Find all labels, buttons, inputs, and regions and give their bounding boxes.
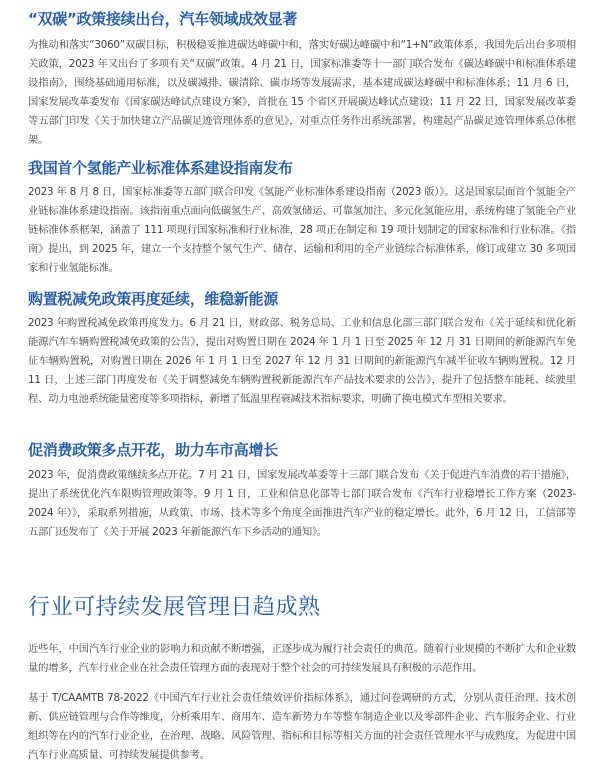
- paragraph-hydrogen: 2023 年 8 月 8 日，国家标准委等五部门联合印发《氢能产业标准体系建设指南（2023 版）》。这是国家层面首个氢能全产业链标准体系建设指南。该指南重点面向低碳氢生产、高效氢储运、可靠氢加注、多元化氢能应用，系统构建了氢能全产业链标准体系框架，涵盖了 111 项现行国家标准和行业标准，28 项正在制定和 19 项计划制定的国家标准和行业标准。《指南》提出，到 2025 年，建立一个支持整个氢气生产、储存、运输和利用的全产业链综合标准体系，修订或建立 30 多项国家和行业氢能标准。: [28, 186, 576, 274]
- standard-reference: T/CAAMTB 78-2022《中国汽车行业社会责任绩效评价指标体系》: [51, 692, 350, 704]
- heading-purchase-tax: 购置税减免政策再度延续，维稳新能源: [28, 290, 278, 308]
- paragraph-purchase-tax: 2023 年购置税减免政策再度发力。6 月 21 日，财政部、税务总局、工业和信息化部三部门联合发布《关于延续和优化新能源汽车车辆购置税减免政策的公告》，提出对购置日期在 2024 年 1 月 1 日至 2025 年 12 月 31 日期间的新能源汽车免征车辆购置税，对购置日期在 2026 年 1 月 1 日至 2027 年 12 月 31 日期间的新能源汽车减半征收车辆购置税。12 月 11 日，上述三部门再度发布《关于调整减免车辆购置税新能源汽车产品技术要求的公告》，提升了包括整车能耗、续驶里程、动力电池系统能量密度等多项指标，新增了低温里程衰减技术指标要求，明确了换电模式车型相关要求。: [28, 317, 576, 405]
- standard-prefix: 基于: [28, 692, 52, 704]
- heading-hydrogen: 我国首个氢能产业标准体系建设指南发布: [28, 159, 293, 177]
- paragraph-industry-intro: 近些年，中国汽车行业企业的影响力和贡献不断增强，正逐步成为履行社会责任的典范。随着行业规模的不断扩大和企业数量的增多，汽车行业企业在社会责任管理方面的表现对于整个社会的可持续发展具有积极的示范作用。: [28, 643, 576, 674]
- paragraph-dual-carbon: 为推动和落实“3060”双碳目标，积极稳妥推进碳达峰碳中和，落实好碳达峰碳中和“1+N”政策体系，我国先后出台多项相关政策，2023 年又出台了多项有关“双碳”政策。4 月 21 日，国家标准委等十一部门联合发布《碳达峰碳中和标准体系建设指南》，围绕基础通用标准，以及碳减排、碳清除、碳市场等发展需求，基本建成碳达峰碳中和标准体系；11 月 6 日，国家发展改革委发布《国家碳达峰试点建设方案》，首批在 15 个省区开展碳达峰试点建设；11 月 22 日，国家发展改革委等五部门印发《关于加快建立产品碳足迹管理体系的意见》，对重点任务作出系统部署，构建起产品碳足迹管理体系总体框架。: [28, 39, 576, 146]
- method-text: ，通过问卷调研的方式，分别从责任治理、技术创新、供应链管理与合作等维度，分析乘用车、商用车、造车新势力车等整车制造企业以及零部件企业、汽车服务企业、行业组织等在内的汽车行业企业，在治理、战略、风险管理、指标和目标等相关方面的社会责任管理水平与成熟度，为促进中国汽车行业高质量、可持续发展提供参考。: [28, 692, 576, 761]
- heading-dual-carbon: “双碳”政策接续出台，汽车领域成效显著: [28, 10, 298, 28]
- heading-consumption: 促消费政策多点开花，助力车市高增长: [28, 441, 278, 459]
- main-section-title: 行业可持续发展管理日趋成熟: [28, 595, 321, 620]
- paragraph-industry-method: [28, 689, 576, 765]
- paragraph-consumption: 2023 年，促消费政策继续多点开花。7 月 21 日，国家发展改革委等十三部门联合发布《关于促进汽车消费的若干措施》，提出了系统优化汽车限购管理政策等。9 月 1 日，工业和信息化部等七部门联合发布《汽车行业稳增长工作方案（2023-2024 年）》，采取系列措施，从政策、市场、技术等多个角度全面推进汽车产业的稳定增长。此外，6 月 12 日，工信部等五部门还发布了《关于开展 2023 年新能源汽车下乡活动的通知》。: [28, 469, 576, 538]
